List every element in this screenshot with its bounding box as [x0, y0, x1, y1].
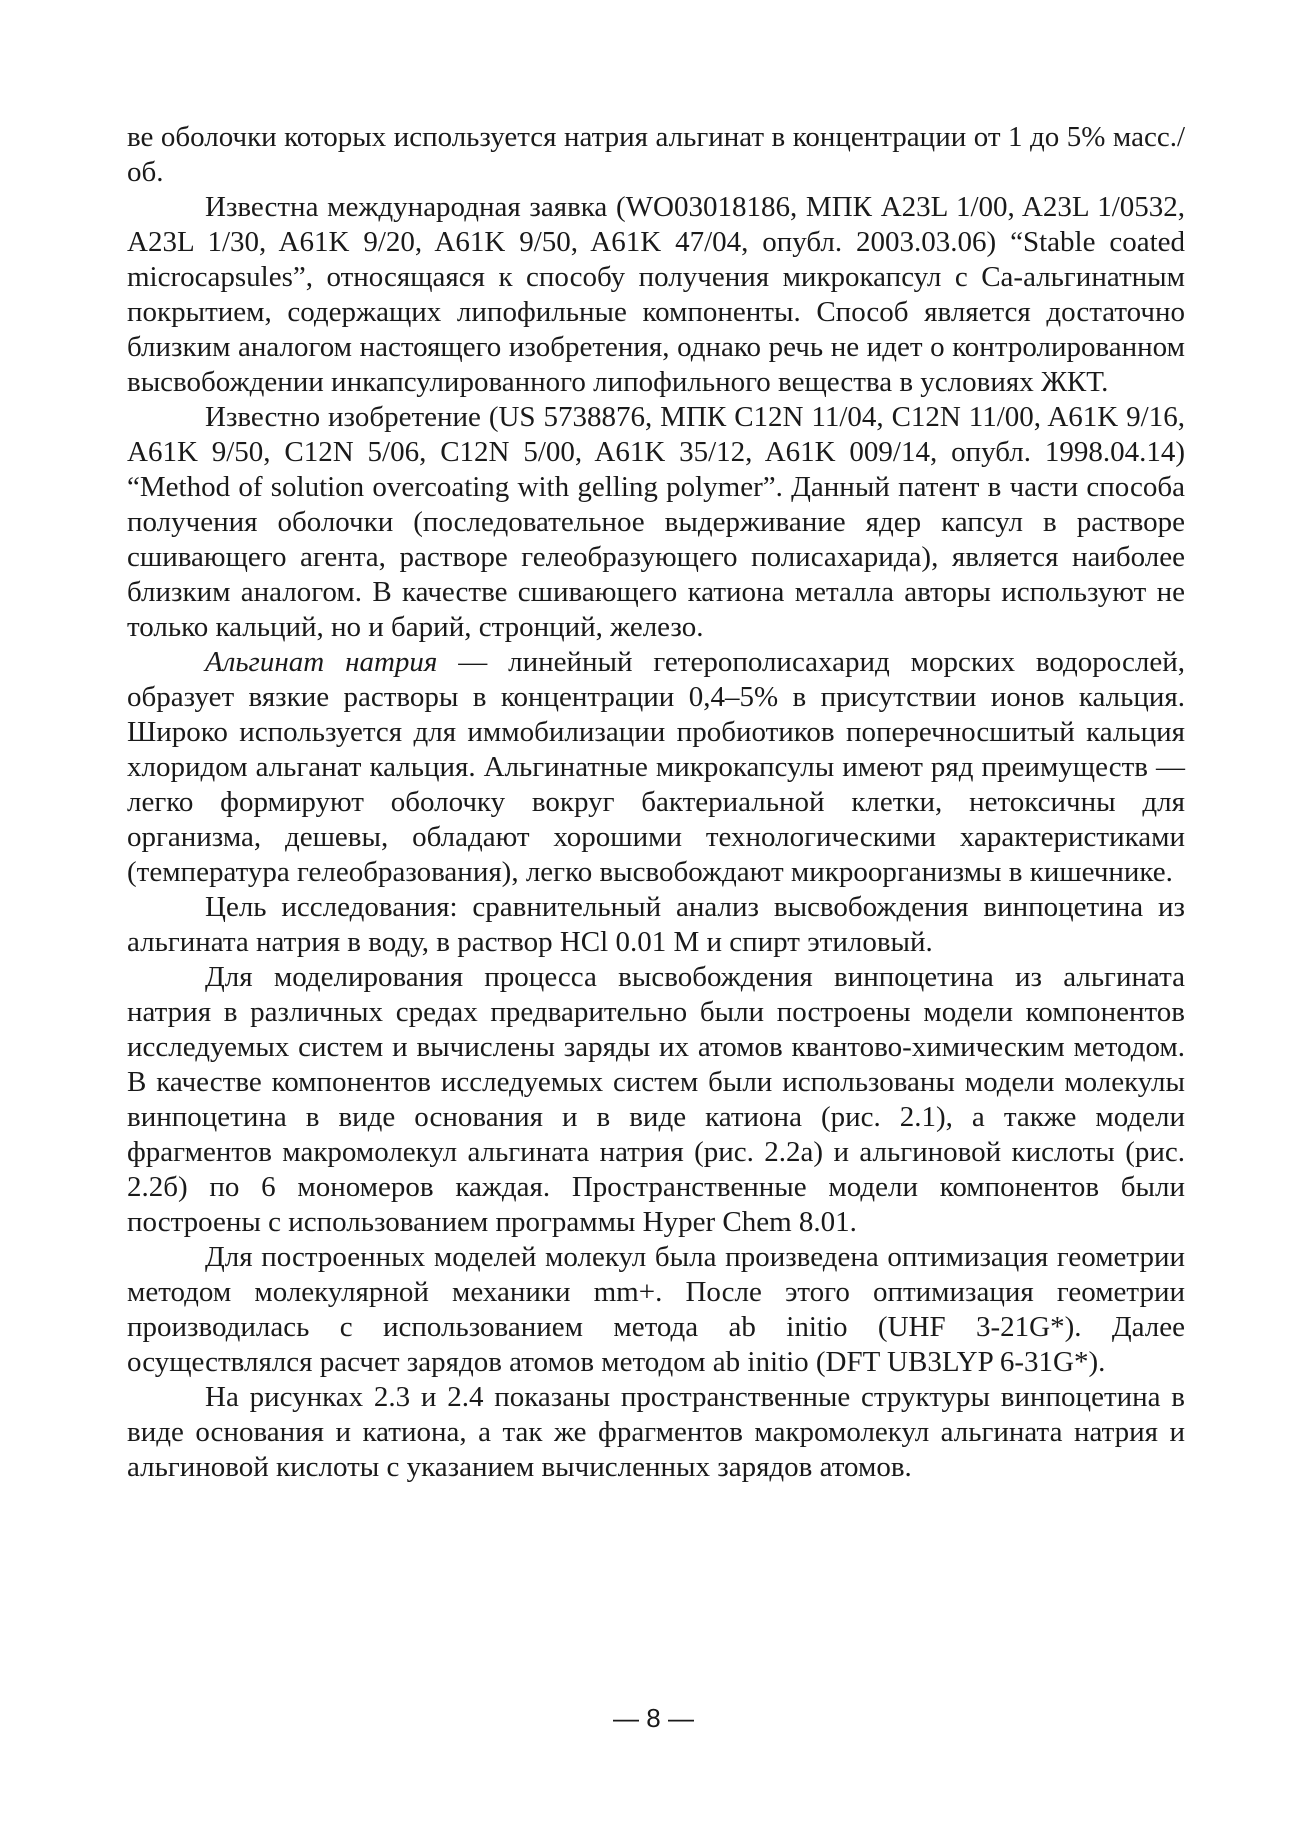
paragraph-sodium-alginate — [127, 645, 1185, 890]
paragraph-us-patent: Известно изобретение (US 5738876, МПК C12N 11/04, C12N 11/00, A61K 9/16, A61K 9/50, C12N 5/06, C12N 5/00, A61K 35/12, A61K 009/14, опубл. 1998.04.14) “Method of solution overcoating with gelling polymer”. Данный патент в части способа получения оболочки (последовательное выдерживание ядер капсул в растворе сшивающего агента, растворе гелеобразующего полисахарида), является наиболее близким аналогом. В качестве сшивающего катиона металла авторы используют не только кальций, но и барий, стронций, железо. — [127, 401, 1185, 643]
paragraph-wo-application: Известна международная заявка (WO03018186, МПК A23L 1/00, A23L 1/0532, A23L 1/30, A61K 9/20, A61K 9/50, A61K 47/04, опубл. 2003.03.06) “Stable coated microcapsules”, относящаяся к способу получения микрокапсул с Ca-альгинатным покрытием, содержащих липофильные компоненты. Способ является достаточно близким аналогом настоящего изобретения, однако речь не идет о контролированном высвобождении инкапсулированного липофильного вещества в условиях ЖКТ. — [127, 191, 1185, 398]
paragraph-sodium-alginate-text: — линейный гетерополисахарид морских водорослей, образует вязкие растворы в концентрации 0,4–5% в присутствии ионов кальция. Широко используется для иммобилизации пробиотиков поперечносшитый кальция хлоридом альганат кальция. Альгинатные микрокапсулы имеют ряд преимуществ — легко формируют оболочку вокруг бактериальной клетки, нетоксичны для организма, дешевы, обладают хорошими технологическими характеристиками (температура гелеобразования), легко высвобождают микроорганизмы в кишечнике. — [127, 646, 1185, 888]
page-number: — 8 — — [613, 1703, 694, 1733]
term-sodium-alginate: Альгинат натрия — [205, 646, 438, 678]
paragraph-research-goal: Цель исследования: сравнительный анализ высвобождения винпоцетина из альгината натрия в воду, в раствор HCl 0.01 М и спирт этиловый. — [127, 891, 1185, 958]
paragraph-figures: На рисунках 2.3 и 2.4 показаны пространственные структуры винпоцетина в виде основания и катиона, а так же фрагментов макромолекул альгината натрия и альгиновой кислоты с указанием вычисленных зарядов атомов. — [127, 1381, 1185, 1483]
paragraph-optimization: Для построенных моделей молекул была произведена оптимизация геометрии методом молекулярной механики mm+. После этого оптимизация геометрии производилась с использованием метода ab initio (UHF 3-21G*). Далее осуществлялся расчет зарядов атомов методом ab initio (DFT UB3LYP 6-31G*). — [127, 1241, 1185, 1378]
document-body — [127, 120, 1185, 1485]
paragraph-continuation: ве оболочки которых используется натрия альгинат в концентрации от 1 до 5% масс./об. — [127, 121, 1185, 188]
paragraph-modeling: Для моделирования процесса высвобождения винпоцетина из альгината натрия в различных средах предварительно были построены модели компонентов исследуемых систем и вычислены заряды их атомов квантово-химическим методом. В качестве компонентов исследуемых систем были использованы модели молекулы винпоцетина в виде основания и в виде катиона (рис. 2.1), а также модели фрагментов макромолекул альгината натрия (рис. 2.2а) и альгиновой кислоты (рис. 2.2б) по 6 мономеров каждая. Пространственные модели компонентов были построены с использованием программы Hyper Chem 8.01. — [127, 961, 1185, 1238]
